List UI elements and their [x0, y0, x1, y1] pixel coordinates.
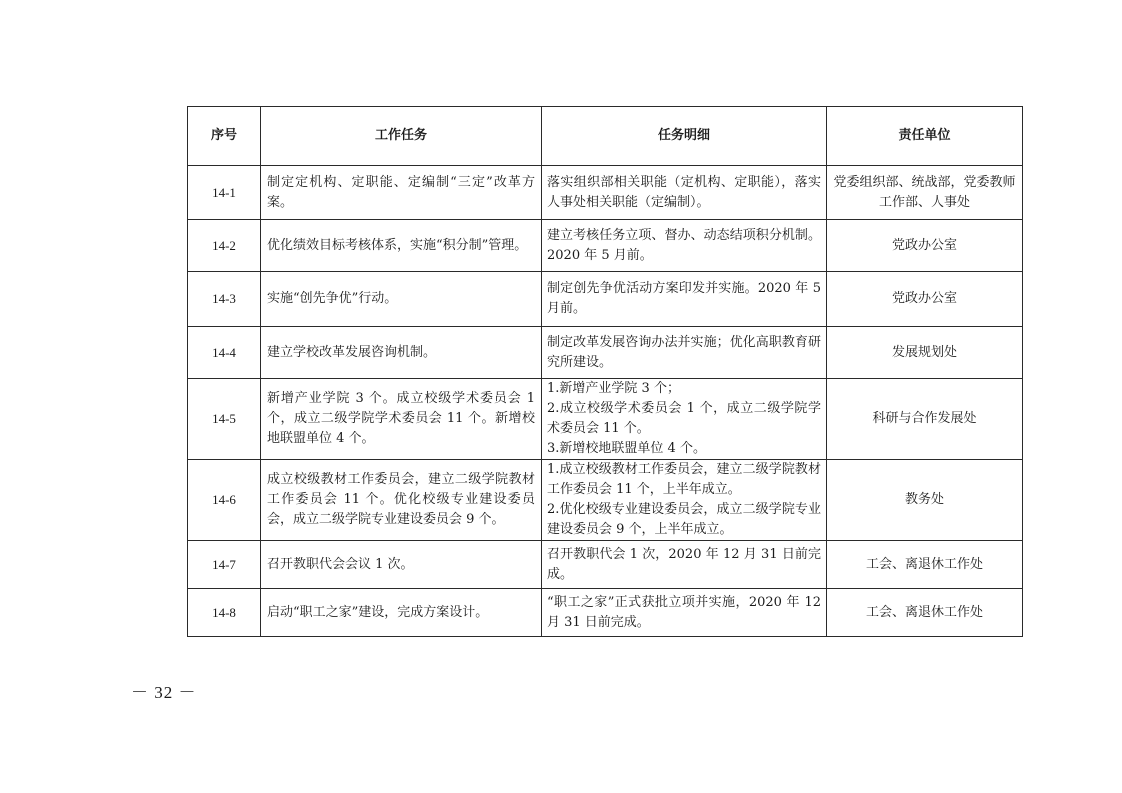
- row-unit: 党委组织部、统战部，党委教师工作部、人事处: [827, 166, 1023, 220]
- row-unit: 工会、离退休工作处: [827, 541, 1023, 589]
- row-task: 实施“创先争优”行动。: [261, 272, 542, 327]
- detail-line: 召开教职代会 1 次，2020 年 12 月 31 日前完成。: [547, 546, 821, 582]
- row-no: 14-3: [188, 272, 261, 327]
- row-detail: [542, 460, 827, 541]
- row-unit: 发展规划处: [827, 327, 1023, 379]
- header-unit: 责任单位: [827, 107, 1023, 166]
- row-detail: [542, 272, 827, 327]
- row-no: 14-8: [188, 589, 261, 637]
- row-no: 14-1: [188, 166, 261, 220]
- row-no: 14-5: [188, 379, 261, 460]
- table-row: [188, 220, 1023, 272]
- table-row: [188, 272, 1023, 327]
- header-task: 工作任务: [261, 107, 542, 166]
- row-task: 成立校级教材工作委员会，建立二级学院教材工作委员会 11 个。优化校级专业建设委员会，成立二级学院专业建设委员会 9 个。: [261, 460, 542, 541]
- row-unit: 科研与合作发展处: [827, 379, 1023, 460]
- detail-line: 1.新增产业学院 3 个；: [547, 381, 680, 396]
- row-task: 启动“职工之家”建设，完成方案设计。: [261, 589, 542, 637]
- page-number: － 32 －: [131, 683, 197, 702]
- table-row: [188, 166, 1023, 220]
- row-task: 新增产业学院 3 个。成立校级学术委员会 1 个，成立二级学院学术委员会 11 个。新增校地联盟单位 4 个。: [261, 379, 542, 460]
- row-detail: [542, 166, 827, 220]
- row-unit: 党政办公室: [827, 272, 1023, 327]
- row-no: 14-7: [188, 541, 261, 589]
- table-row: [188, 327, 1023, 379]
- table-header-row: [188, 107, 1023, 166]
- row-unit: 工会、离退休工作处: [827, 589, 1023, 637]
- row-detail: [542, 541, 827, 589]
- detail-line: 制定创先争优活动方案印发并实施。2020 年 5 月前。: [547, 281, 821, 316]
- row-detail: [542, 327, 827, 379]
- detail-line: 3.新增校地联盟单位 4 个。: [547, 441, 706, 456]
- detail-line: “职工之家”正式获批立项并实施，2020 年 12 月 31 日前完成。: [547, 594, 821, 630]
- task-table: [187, 106, 1023, 637]
- row-task: 建立学校改革发展咨询机制。: [261, 327, 542, 379]
- row-detail: [542, 379, 827, 460]
- detail-line: 建立考核任务立项、督办、动态结项积分机制。2020 年 5 月前。: [547, 227, 821, 263]
- row-no: 14-2: [188, 220, 261, 272]
- row-no: 14-4: [188, 327, 261, 379]
- row-detail: [542, 220, 827, 272]
- header-detail: 任务明细: [542, 107, 827, 166]
- detail-line: 2.优化校级专业建设委员会，成立二级学院专业建设委员会 9 个，上半年成立。: [547, 502, 821, 537]
- table-row: [188, 541, 1023, 589]
- row-no: 14-6: [188, 460, 261, 541]
- detail-line: 制定改革发展咨询办法并实施；优化高职教育研究所建设。: [547, 334, 821, 370]
- row-task: 优化绩效目标考核体系，实施“积分制”管理。: [261, 220, 542, 272]
- row-task: 制定定机构、定职能、定编制“三定”改革方案。: [261, 166, 542, 220]
- row-unit: 党政办公室: [827, 220, 1023, 272]
- row-task: 召开教职代会会议 1 次。: [261, 541, 542, 589]
- table-row: [188, 460, 1023, 541]
- row-unit: 教务处: [827, 460, 1023, 541]
- detail-line: 1.成立校级教材工作委员会，建立二级学院教材工作委员会 11 个，上半年成立。: [547, 462, 821, 497]
- table-row: [188, 379, 1023, 460]
- header-no: 序号: [188, 107, 261, 166]
- table-row: [188, 589, 1023, 637]
- detail-line: 落实组织部相关职能（定机构、定职能），落实人事处相关职能（定编制）。: [547, 174, 821, 210]
- detail-line: 2.成立校级学术委员会 1 个，成立二级学院学术委员会 11 个。: [547, 401, 821, 436]
- row-detail: [542, 589, 827, 637]
